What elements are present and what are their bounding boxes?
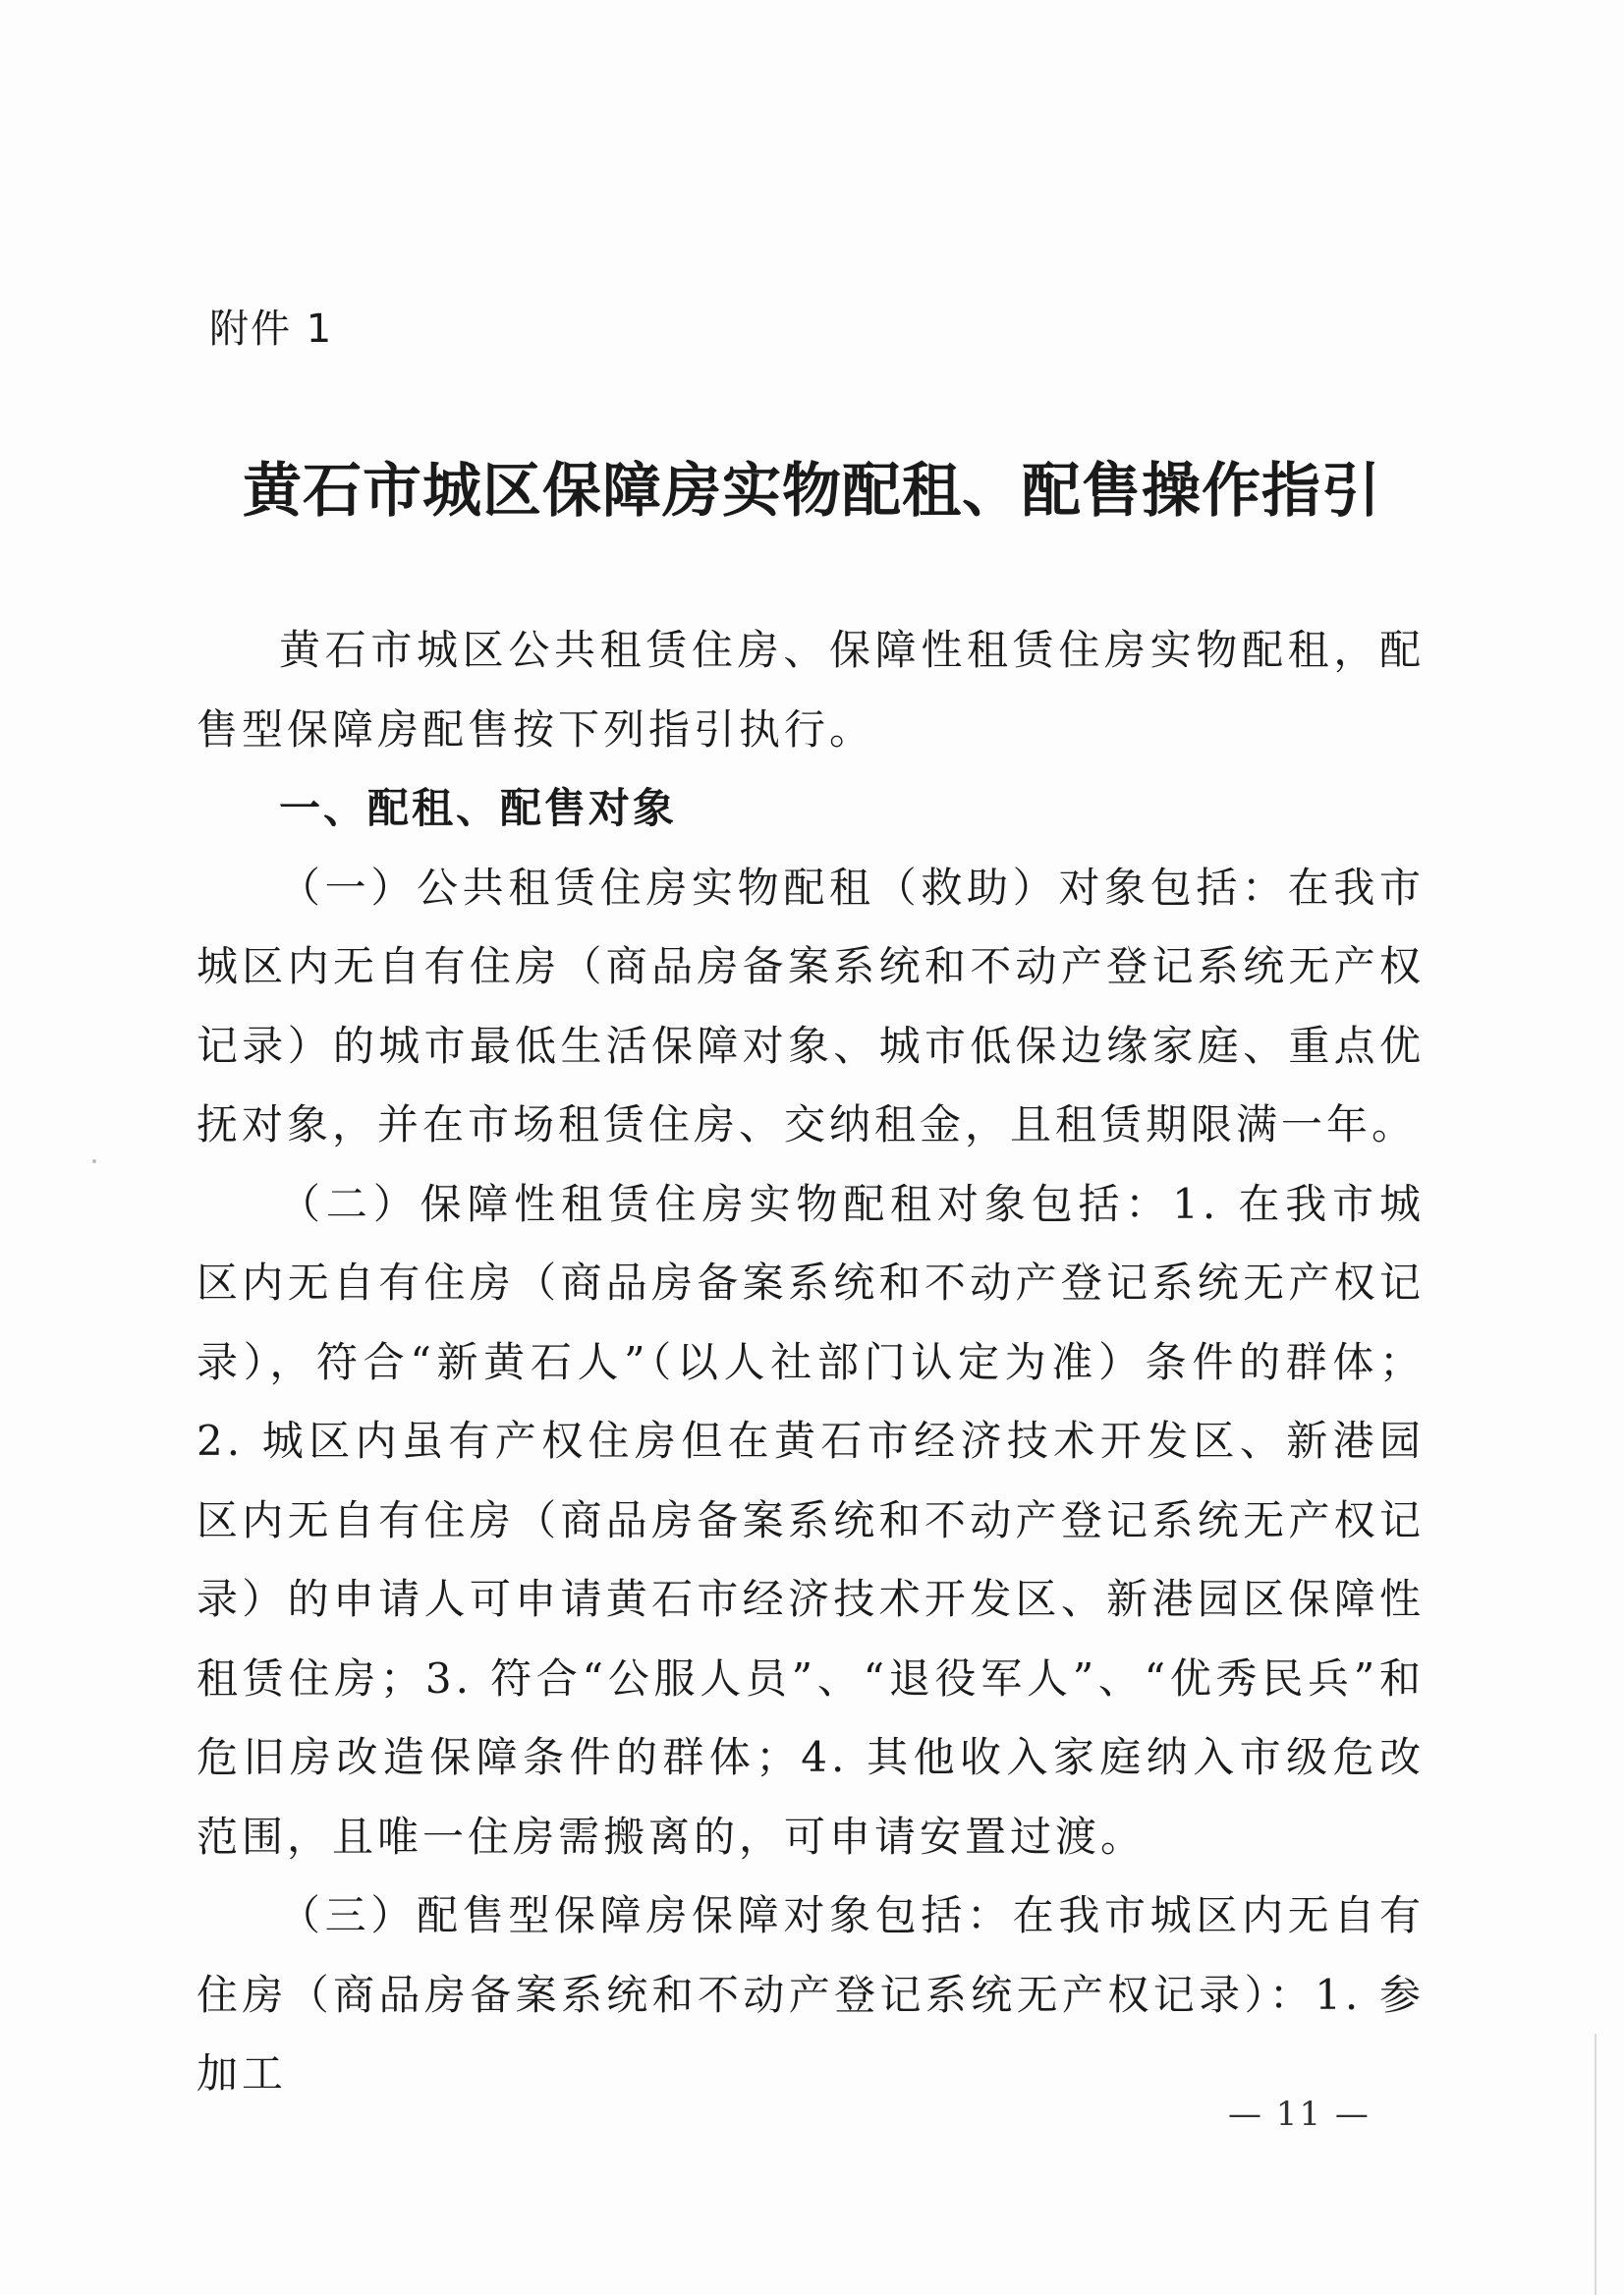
paragraph-sale-housing: （三）配售型保障房保障对象包括：在我市城区内无自有住房（商品房备案系统和不动产登记系统无产权记录）：1. 参加工	[196, 1891, 1425, 2098]
scan-edge-line	[1595, 2034, 1596, 2295]
paragraph-affordable-rental: （二）保障性租赁住房实物配租对象包括：1. 在我市城区内无自有住房（商品房备案系统和不动产登记系统无产权记录），符合“新黄石人”（以人社部门认定为准）条件的群体；2. 城区内虽有产权住房但在黄石市经济技术开发区、新港园区内无自有住房（商品房备案系统和不动产登记系统无产权记录）的申请人可申请黄石市经济技术开发区、新港园区保障性租赁住房；3. 符合“公服人员”、“退役军人”、“优秀民兵”和危旧房改造保障条件的群体；4. 其他收入家庭纳入市级危改范围，且唯一住房需搬离的，可申请安置过渡。	[196, 1179, 1425, 1861]
page-number: — 11 —	[1228, 2095, 1371, 2134]
intro-paragraph: 黄石市城区公共租赁住房、保障性租赁住房实物配租，配售型保障房配售按下列指引执行。	[196, 626, 1425, 754]
paragraph-public-rental: （一）公共租赁住房实物配租（救助）对象包括：在我市城区内无自有住房（商品房备案系统和不动产登记系统无产权记录）的城市最低生活保障对象、城市低保边缘家庭、重点优抚对象，并在市场租赁住房、交纳租金，且租赁期限满一年。	[196, 863, 1425, 1148]
document-body	[196, 611, 1425, 2114]
scan-speck	[92, 1159, 96, 1163]
section-heading: 一、配租、配售对象	[279, 784, 678, 832]
document-title: 黄石市城区保障房实物配租、配售操作指引	[243, 457, 1381, 526]
attachment-label: 附件 1	[209, 307, 334, 352]
